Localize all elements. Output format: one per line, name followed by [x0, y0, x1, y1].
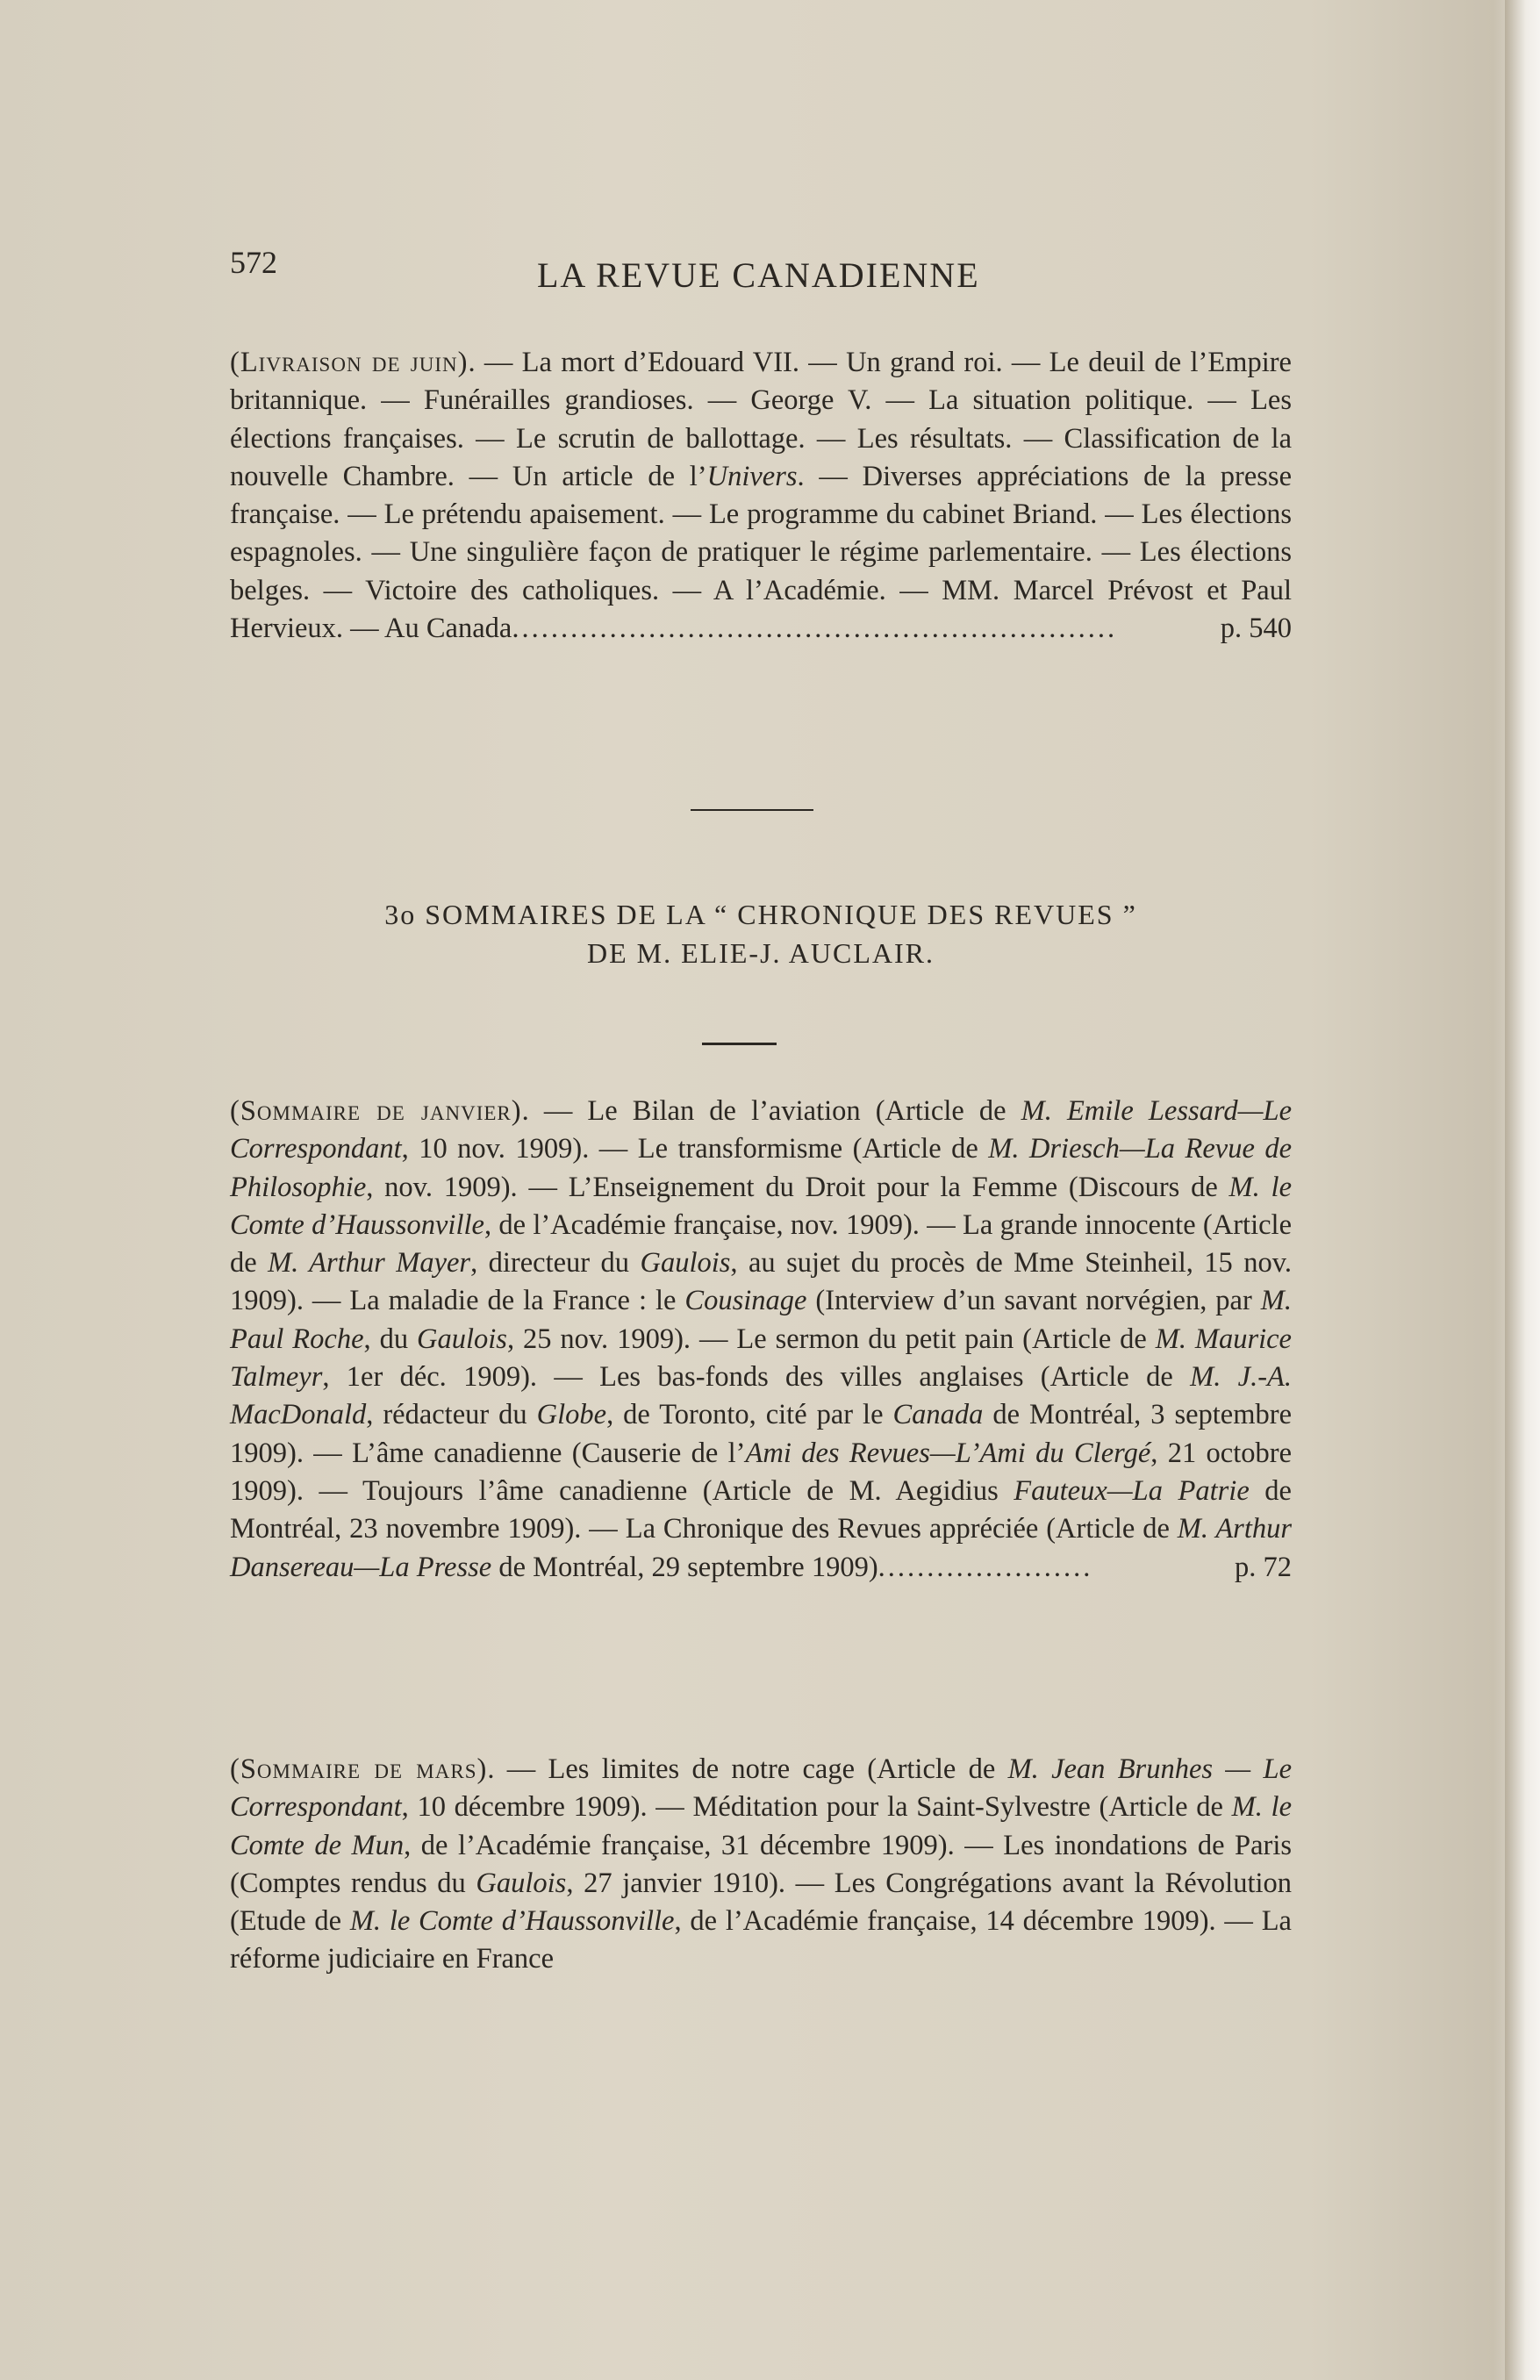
italic-ref: Canada — [892, 1399, 984, 1431]
entry-body: , de Toronto, cité par le — [606, 1399, 893, 1431]
italic-ref: M. le Comte d’Haussonville — [349, 1905, 675, 1938]
italic-ref: M. Jean Brunhes — Le Correspondant — [230, 1753, 1292, 1824]
entry-label: (Sommaire de janvier) — [230, 1095, 522, 1127]
entry-body: . — Le Bilan de l’aviation (Article de — [521, 1095, 1021, 1127]
italic-ref: M. Emile Lessard—Le Correspondant — [230, 1095, 1292, 1165]
italic-ref: Cousinage — [684, 1285, 807, 1317]
italic-ref: Globe — [536, 1399, 607, 1431]
entry-body: , 25 nov. 1909). — Le sermon du petit pain (Article de — [506, 1323, 1156, 1355]
entry-body: (Interview d’un savant norvégien, par — [806, 1285, 1261, 1317]
entry-body: , 27 janvier 1910). — Les Congrégations avant la Révolution (Etude de — [230, 1867, 1293, 1938]
entry-body: . — Les limites de notre cage (Article de — [487, 1753, 1008, 1785]
entry-sommaire-mars — [230, 1751, 1292, 1979]
entry-body: , au sujet du procès de Mme Steinheil, 15 nov. 1909). — La maladie de la France : le — [230, 1247, 1292, 1317]
entry-body: , nov. 1909). — L’Enseignement du Droit pour la Femme (Discours de — [366, 1171, 1229, 1203]
entry-body: de Montréal, 3 septembre 1909). — L’âme canadienne (Causerie de l’ — [230, 1399, 1292, 1469]
running-title: LA REVUE CANADIENNE — [537, 255, 980, 295]
entry-body: , 21 octobre 1909). — Toujours l’âme canadienne (Article de M. Aegidius — [230, 1437, 1293, 1507]
section-heading — [230, 895, 1292, 972]
page-gutter — [1505, 0, 1540, 2380]
italic-title: Univers — [706, 460, 798, 492]
page-number: 572 — [230, 245, 277, 280]
italic-ref: M. Paul Roche — [230, 1285, 1292, 1355]
entry-body: , 1er déc. 1909). — Les bas-fonds des villes anglaises (Article de — [322, 1361, 1191, 1394]
leader-dots: ...................... — [877, 1551, 1093, 1583]
italic-ref: M. J.-A. MacDonald — [230, 1361, 1292, 1431]
italic-ref: M. Maurice Talmeyr — [230, 1323, 1292, 1394]
entry-body: , de l’Académie française, 14 décembre 1909). — La réforme judiciaire en France — [230, 1905, 1292, 1975]
entry-body: . — Diverses appréciations de la presse française. — Le prétendu apaisement. — Le programme du cabinet Briand. — Les élections espagnoles. — Une singulière façon de pratiquer le régime parlementaire. — Les élections belges. — Victoire des catholiques. — A l’Académie. — MM. Marcel Prévost et Paul Hervieux. — Au Canada — [230, 460, 1292, 645]
italic-ref: Fauteux—La Patrie — [1014, 1474, 1250, 1507]
section-rule — [691, 809, 813, 811]
section-heading-line-1: 3o SOMMAIRES DE LA “ CHRONIQUE DES REVUES ” — [384, 899, 1137, 930]
italic-ref: M. Driesch—La Revue de Philosophie — [230, 1133, 1293, 1203]
entry-body: , rédacteur du — [366, 1399, 537, 1431]
section-heading-line-2: DE M. ELIE-J. AUCLAIR. — [587, 937, 935, 969]
leader-dots: .............................................................. — [512, 613, 1118, 645]
page-reference: p. 540 — [1220, 613, 1292, 645]
page-reference: p. 72 — [1235, 1551, 1292, 1583]
italic-ref: Ami des Revues—L’Ami du Clergé — [745, 1437, 1151, 1469]
entry-label: (Sommaire de mars) — [230, 1753, 488, 1785]
italic-ref: Gaulois — [640, 1247, 731, 1280]
heading-rule — [702, 1043, 777, 1045]
entry-livraison-juin — [230, 344, 1292, 648]
italic-ref: M. le Comte d’Haussonville — [230, 1171, 1292, 1241]
italic-ref: M. le Comte de Mun — [230, 1791, 1292, 1861]
entry-text — [230, 344, 1292, 648]
entry-body: , 10 nov. 1909). — Le transformisme (Article de — [401, 1133, 989, 1165]
entry-body: , de l’Académie française, 31 décembre 1909). — Les inondations de Paris (Comptes rendus du — [230, 1829, 1292, 1899]
entry-body: , du — [363, 1323, 417, 1355]
entry-sommaire-janvier — [230, 1093, 1292, 1587]
entry-body: , 10 décembre 1909). — Méditation pour la Saint-Sylvestre (Article de — [401, 1791, 1232, 1824]
entry-label: (Livraison de juin) — [230, 347, 469, 378]
entry-body: de Montréal, 29 septembre 1909) — [491, 1551, 878, 1583]
entry-body: , directeur du — [470, 1247, 641, 1280]
italic-ref: M. Arthur Dansereau—La Presse — [230, 1513, 1292, 1583]
italic-ref: Gaulois — [417, 1323, 507, 1355]
entry-body: . — La mort d’Edouard VII. — Un grand roi. — Le deuil de l’Empire britannique. — Funérailles grandioses. — George V. — La situation politique. — Les élections françaises. — Le scrutin de ballottage. — Les résultats. — Classification de la nouvelle Chambre. — Un article de l’ — [230, 347, 1292, 492]
entry-body: , de l’Académie française, nov. 1909). — La grande innocente (Article de — [230, 1208, 1292, 1280]
entry-text — [230, 1093, 1292, 1587]
italic-ref: Gaulois — [476, 1867, 567, 1899]
italic-ref: M. Arthur Mayer — [268, 1247, 471, 1280]
entry-body: de Montréal, 23 novembre 1909). — La Chronique des Revues appréciée (Article de — [230, 1474, 1292, 1545]
entry-text — [230, 1751, 1292, 1979]
running-head — [230, 239, 1309, 300]
